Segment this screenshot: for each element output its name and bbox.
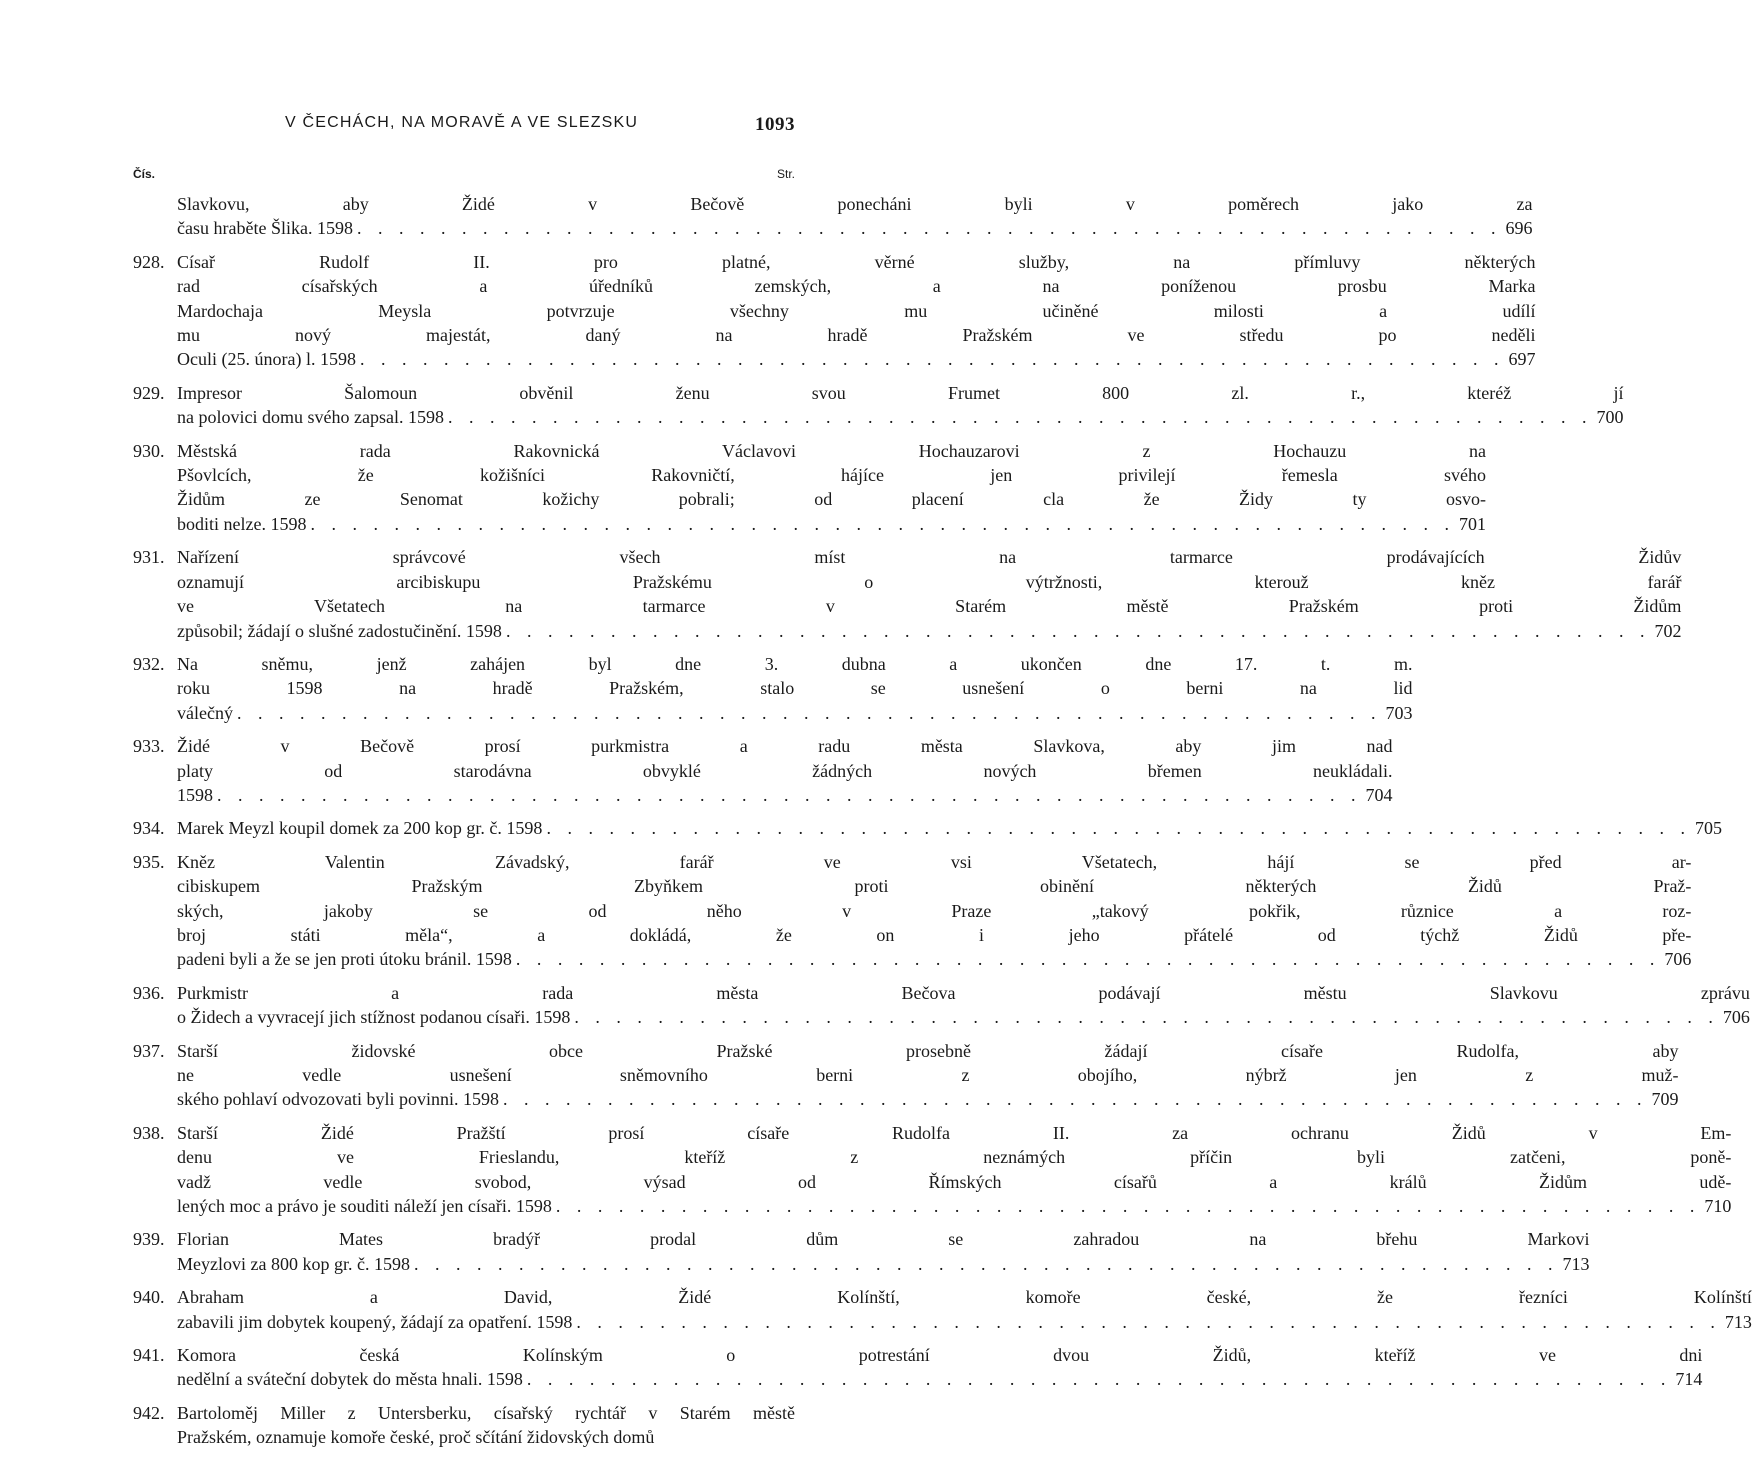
entry-line: padeni byli a že se jen proti útoku bránil. 1598 (177, 949, 512, 970)
page-header (175, 114, 795, 140)
entry-text (177, 1227, 1589, 1276)
dot-leader (410, 1252, 1563, 1276)
index-entry (133, 1227, 1590, 1276)
entry-number: 940. (133, 1287, 165, 1308)
entry-line: Židé v Bečově prosí purkmistra a radu města Slavkova, aby jim nad (177, 736, 1393, 757)
entry-line: Starší židovské obce Pražské prosebně žádají císaře Rudolfa, aby (177, 1040, 1679, 1061)
entry-number (133, 192, 177, 241)
entry-line: Pšovlcích, že kožišníci Rakovničtí, hájíce jen privilejí řemesla svého (177, 465, 1486, 486)
entry-page-number: 703 (1385, 702, 1413, 723)
entry-last-line (177, 1310, 1752, 1334)
entry-line: Na sněmu, jenž zahájen byl dne 3. dubna a ukončen dne 17. t. m. (177, 653, 1413, 674)
column-label-page: Str. (777, 167, 796, 181)
entry-number: 942. (133, 1402, 165, 1423)
entry-text (177, 816, 1722, 840)
entry-number: 931. (133, 547, 165, 568)
entry-line: broj státi měla“, a dokládá, že on i jeho přátelé od týchž Židů pře- (177, 924, 1692, 945)
entry-last-line (177, 619, 1681, 643)
entry-text (177, 1039, 1678, 1112)
entry-line: lených moc a právo je souditi náleží jen císaři. 1598 (177, 1196, 552, 1217)
entry-line: Meyzlovi za 800 kop gr. č. 1598 (177, 1253, 410, 1274)
entry-line: Abraham a David, Židé Kolínští, komoře české, že řezníci Kolínští (177, 1287, 1752, 1308)
index-entry (133, 816, 1722, 840)
index-entry (133, 192, 1533, 241)
entry-text (177, 439, 1486, 537)
entry-line: Císař Rudolf II. pro platné, věrné služby, na přímluvy některých (177, 251, 1536, 272)
entry-line: zabavili jim dobytek koupený, žádají za opatření. 1598 (177, 1311, 573, 1332)
entry-number: 941. (133, 1345, 165, 1366)
entry-line: nedělní a sváteční dobytek do města hnali. 1598 (177, 1369, 523, 1390)
entry-page-number: 709 (1651, 1089, 1679, 1110)
entry-line: Oculi (25. února) l. 1598 (177, 349, 356, 370)
entry-last-line (177, 512, 1486, 536)
entry-line: vadž vedle svobod, výsad od Římských císařů a králů Židům udě- (177, 1171, 1732, 1192)
entry-line: Bartoloměj Miller z Untersberku, císařský rychtář v Starém městě (177, 1402, 795, 1423)
index-entry (133, 545, 1682, 643)
entry-last-line (177, 1087, 1678, 1111)
entry-line: Kněz Valentin Závadský, farář ve vsi Všetatech, hájí se před ar- (177, 851, 1692, 872)
entry-line: roku 1598 na hradě Pražském, stalo se usnešení o berni na lid (177, 678, 1413, 699)
entry-last-line (177, 701, 1412, 725)
entry-last-line (177, 347, 1535, 371)
dot-leader (523, 1367, 1676, 1391)
column-label-number: Čís. (133, 167, 156, 181)
index-entry (133, 381, 1624, 430)
entry-last-line (177, 405, 1623, 429)
entry-line: boditi nelze. 1598 (177, 513, 307, 534)
entry-page-number: 697 (1508, 349, 1536, 370)
entry-line: Florian Mates bradýř prodal dům se zahradou na břehu Markovi (177, 1229, 1590, 1250)
entry-last-line (177, 1252, 1589, 1276)
entry-page-number: 710 (1704, 1196, 1732, 1217)
dot-leader (502, 619, 1655, 643)
index-entry (133, 734, 1393, 807)
entry-number: 928. (133, 251, 165, 272)
index-entry (133, 1039, 1679, 1112)
entry-text (177, 1121, 1731, 1219)
entry-number: 936. (133, 982, 165, 1003)
dot-leader (512, 947, 1665, 971)
entry-number: 935. (133, 851, 165, 872)
entry-page-number: 702 (1654, 620, 1682, 641)
entry-last-line (177, 216, 1532, 240)
entry-line: způsobil; žádají o slušné zadostučinění. 1598 (177, 620, 502, 641)
dot-leader (353, 216, 1506, 240)
index-entry (133, 981, 1750, 1030)
entry-line: ne vedle usnešení sněmovního berni z obojího, nýbrž jen z muž- (177, 1065, 1679, 1085)
entry-page-number: 696 (1505, 218, 1533, 239)
entry-line: Purkmistr a rada města Bečova podávají městu Slavkovu zprávu (177, 982, 1750, 1003)
entry-line: Komora česká Kolínským o potrestání dvou Židů, kteříž ve dni (177, 1345, 1703, 1366)
entry-line: válečný (177, 702, 233, 723)
entry-page-number: 706 (1664, 949, 1692, 970)
entry-line: denu ve Frieslandu, kteříž z neznámých příčin byli zatčeni, poně- (177, 1147, 1732, 1168)
entry-number: 934. (133, 818, 165, 839)
entry-line: na polovici domu svého zapsal. 1598 (177, 407, 444, 428)
entry-line: Pražském, oznamuje komoře české, proč sčítání židovských domů (177, 1427, 655, 1448)
entry-line: Impresor Šalomoun obvěnil ženu svou Frumet 800 zl. r., kteréž jí (177, 382, 1624, 403)
entry-line: mu nový majestát, daný na hradě Pražském ve středu po neděli (177, 325, 1536, 346)
entry-line: Nařízení správcové všech míst na tarmarce prodávajících Židův (177, 547, 1682, 568)
dot-leader (572, 1310, 1725, 1334)
entry-last-line (177, 947, 1691, 971)
entry-number: 933. (133, 736, 165, 757)
entry-line: ského pohlaví odvozovati byli povinni. 1598 (177, 1089, 499, 1110)
entry-last-line (177, 1367, 1702, 1391)
index-entry (133, 1401, 795, 1450)
entry-text (177, 1285, 1752, 1334)
dot-leader (570, 1005, 1723, 1029)
entry-line: Slavkovu, aby Židé v Bečově ponecháni byli v poměrech jako za (177, 194, 1533, 214)
entry-number: 930. (133, 440, 165, 461)
entry-line: 1598 (177, 784, 213, 805)
entry-last-line (177, 783, 1393, 807)
entry-text (177, 545, 1681, 643)
entry-line: ve Všetatech na tarmarce v Starém městě Pražském proti Židům (177, 596, 1682, 617)
entry-line: ských, jakoby se od něho v Praze „takový pokřik, různice a roz- (177, 900, 1692, 921)
entry-number: 939. (133, 1229, 165, 1250)
entry-last-line (177, 816, 1722, 840)
running-title: V ČECHÁCH, NA MORAVĚ A VE SLEZSKU (285, 114, 639, 131)
index-entry (133, 1343, 1703, 1392)
dot-leader (542, 816, 1695, 840)
entry-last-line (177, 1005, 1750, 1029)
entry-text (177, 1343, 1702, 1392)
dot-leader (306, 512, 1459, 536)
entry-line: času hraběte Šlika. 1598 (177, 218, 353, 239)
entry-last-line (177, 1194, 1731, 1218)
dot-leader (356, 347, 1509, 371)
index-entry (133, 1121, 1732, 1219)
dot-leader (213, 783, 1366, 807)
dot-leader (552, 1194, 1705, 1218)
dot-leader (499, 1087, 1652, 1111)
entry-line: Židům ze Senomat kožichy pobrali; od placení cla že Židy ty osvo- (177, 489, 1486, 510)
index-entry (133, 1285, 1752, 1334)
entry-line: rad císařských a úředníků zemských, a na poníženou prosbu Marka (177, 276, 1536, 297)
entry-number: 937. (133, 1040, 165, 1061)
entry-text (177, 652, 1412, 725)
entry-page-number: 704 (1365, 784, 1393, 805)
entry-text (177, 734, 1393, 807)
index-entries (133, 192, 1752, 1459)
page-number: 1093 (755, 114, 795, 135)
entry-line: Marek Meyzl koupil domek za 200 kop gr. č. 1598 (177, 818, 543, 839)
index-entry (133, 439, 1486, 537)
entry-page-number: 705 (1694, 818, 1722, 839)
entry-text (177, 250, 1535, 372)
entry-line: oznamují arcibiskupu Pražskému o výtržnosti, kterouž kněz farář (177, 571, 1682, 592)
entry-line: cibiskupem Pražským Zbyňkem proti obinění některých Židů Praž- (177, 876, 1692, 897)
entry-number: 932. (133, 653, 165, 674)
entry-text (177, 381, 1623, 430)
entry-text (177, 850, 1691, 972)
entry-line: o Židech a vyvracejí jich stížnost podanou císaři. 1598 (177, 1007, 571, 1028)
entry-page-number: 701 (1458, 513, 1486, 534)
entry-page-number: 700 (1596, 407, 1624, 428)
entry-number: 938. (133, 1122, 165, 1143)
index-entry (133, 652, 1413, 725)
entry-text (177, 1401, 795, 1450)
entry-text (177, 192, 1532, 241)
entry-number: 929. (133, 382, 165, 403)
entry-line: Starší Židé Pražští prosí císaře Rudolfa II. za ochranu Židů v Em- (177, 1122, 1732, 1143)
entry-line: platy od starodávna obvyklé žádných nových břemen neukládali. (177, 760, 1393, 781)
entry-page-number: 713 (1724, 1311, 1752, 1332)
entry-page-number: 714 (1675, 1369, 1703, 1390)
dot-leader (233, 701, 1386, 725)
dot-leader (444, 405, 1597, 429)
index-entry (133, 250, 1536, 372)
entry-line: Mardochaja Meysla potvrzuje všechny mu učiněné milosti a udílí (177, 300, 1536, 321)
entry-page-number: 706 (1722, 1007, 1750, 1028)
index-entry (133, 850, 1692, 972)
entry-text (177, 981, 1750, 1030)
entry-line: Městská rada Rakovnická Václavovi Hochauzarovi z Hochauzu na (177, 440, 1486, 461)
entry-page-number: 713 (1562, 1253, 1590, 1274)
